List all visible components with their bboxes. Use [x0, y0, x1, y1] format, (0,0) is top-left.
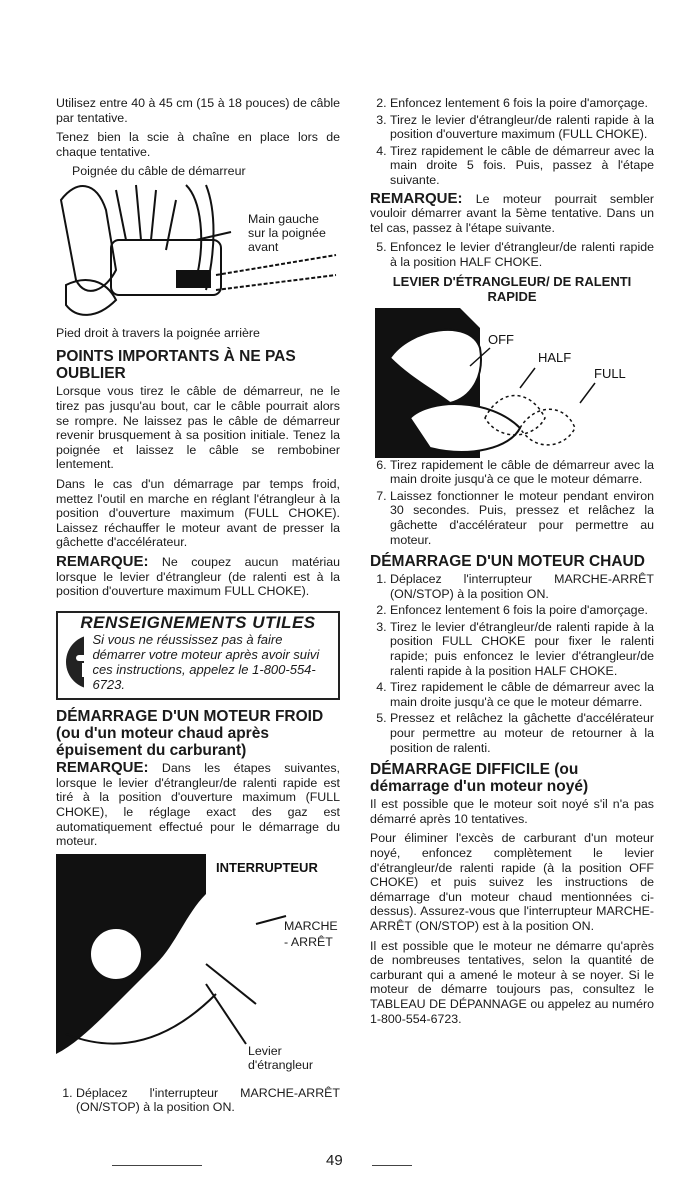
warm-start-heading: DÉMARRAGE D'UN MOTEUR CHAUD [370, 553, 645, 571]
footer-rule [372, 1165, 412, 1166]
half-label: HALF [538, 349, 572, 365]
note-text: Ne coupez aucun matériau lorsque le levier d'étrangleur (de ralenti est à la position d'ouverture maximum FULL CHOKE). [56, 554, 340, 599]
list-item: 5. Pressez et relâchez la gâchette d'accélérateur pour permettre au moteur de retourner à la position de ralenti. [390, 711, 654, 755]
list-item: 4. Tirez rapidement le câble de démarreur avec la main droite jusqu'à ce que le moteur démarre. [390, 680, 654, 709]
choke-lever-label: Levier d'étrangleur [248, 1043, 314, 1073]
list-item: 7. Laissez fonctionner le moteur pendant environ 30 secondes. Puis, pressez et relâchez la gâchette d'accélérateur pour permettre au moteur. [390, 489, 654, 547]
cold-start-heading: DÉMARRAGE D'UN MOTEUR FROID (ou d'un moteur chaud après épuisement du carburant) [56, 708, 324, 760]
choke-lever-illustration [370, 308, 654, 458]
telephone-icon [64, 633, 84, 691]
paragraph-cable-length: Utilisez entre 40 à 45 cm (15 à 18 pouces) de câble par tentative. [56, 96, 340, 125]
paragraph-flooded: Il est possible que le moteur soit noyé s'il n'a pas démarré après 10 tentatives. [370, 797, 654, 826]
cold-start-step-5 [370, 240, 654, 269]
note-label: REMARQUE: [56, 552, 149, 570]
starter-handle-label: Poignée du câble de démarreur [72, 164, 246, 179]
list-item: 3. Tirez le levier d'étrangleur/de ralenti rapide à la position d'ouverture maximum (FULL CHOKE). [390, 113, 654, 142]
chainsaw-start-illustration [56, 180, 340, 340]
starting-position-figure [56, 164, 340, 342]
cold-start-steps-continued [370, 96, 654, 188]
helpful-info-title: RENSEIGNEMENTS UTILES [80, 612, 316, 632]
note-text: Le moteur pourrait sembler vouloir démarrer avant la 5ème tentative. Dans un tel cas, passez à l'étape suivante. [370, 191, 654, 235]
list-item: 2. Enfoncez lentement 6 fois la poire d'amorçage. [390, 603, 654, 618]
note-label: REMARQUE: [370, 189, 463, 207]
paragraph-clear-fuel: Pour éliminer l'excès de carburant d'un moteur noyé, enfoncez complètement le levier d'étrangleur/de ralenti rapide (à la position OFF CHOKE) et puis suivez les instructions de démarrage d'un moteur chaud mentionnées ci-dessus). Assurez-vous que l'interrupteur MARCHE-ARRÊT (ON/STOP) est à la position ON. [370, 831, 654, 933]
paragraph-many-attempts: Il est possible que le moteur ne démarre qu'après de nombreuses tentatives, selon la quantité de carburant qui a amené le moteur à se noyer. Si le moteur de démarre toujours pas, consultez le TABLEAU DE DÉPANNAGE ou appelez au numéro 1-800-554-6723. [370, 938, 654, 1026]
important-points-heading: POINTS IMPORTANTS À NE PAS OUBLIER [56, 348, 296, 383]
choke-lever-title: LEVIER D'ÉTRANGLEUR/ DE RALENTI RAPIDE [392, 273, 632, 304]
list-item: 2. Enfoncez lentement 6 fois la poire d'amorçage. [390, 96, 654, 111]
list-item: 1. Déplacez l'interrupteur MARCHE-ARRÊT (ON/STOP) à la position ON. [390, 572, 654, 601]
cold-start-steps-final [370, 458, 654, 548]
off-label: OFF [488, 331, 514, 347]
list-item: 5. Enfoncez le levier d'étrangleur/de ralenti rapide à la position HALF CHOKE. [390, 240, 654, 269]
helpful-info-box [56, 611, 340, 701]
left-column [56, 96, 340, 1119]
right-foot-label: Pied droit à travers la poignée arrière [56, 326, 260, 341]
cold-start-steps [56, 1086, 340, 1115]
note-text: Dans les étapes suivantes, lorsque le levier d'étrangleur/de ralenti rapide est tiré à la position d'ouverture maximum (FULL CHOKE), le réglage exact des gaz est automatiquement effectué pour le démarrage du moteur. [56, 761, 340, 849]
switch-title: INTERRUPTEUR [216, 859, 318, 875]
list-item: 3. Tirez le levier d'étrangleur/de ralenti rapide à la position FULL CHOKE pour fixer le ralenti rapide; puis enfoncez le levier d'étrangleur/de ralenti rapide à la position HALF CHOKE. [390, 620, 654, 678]
paragraph-cold-start: Dans le cas d'un démarrage par temps froid, mettez l'outil en marche en réglant l'étrangleur à la position d'ouverture maximum (FULL CHOKE). Laissez réchauffer le moteur avant de presser la gâchette d'accélérateur. [56, 476, 340, 550]
list-item: 1. Déplacez l'interrupteur MARCHE-ARRÊT (ON/STOP) à la position ON. [76, 1086, 340, 1115]
list-item: 4. Tirez rapidement le câble de démarreur avec la main droite 5 fois. Puis, passez à l'étape suivante. [390, 144, 654, 188]
note-choke-setting [56, 761, 340, 849]
paragraph-hold-saw: Tenez bien la scie à chaîne en place lors de chaque tentative. [56, 130, 340, 159]
note-early-start [370, 189, 654, 236]
page-number: 49 [326, 1152, 343, 1169]
choke-lever-figure [370, 308, 654, 458]
switch-figure [56, 854, 340, 1086]
helpful-info-text: Si vous ne réussissez pas à faire démarrer votre moteur après avoir suivi ces instructions, appelez le 1-800-554-6723. [92, 632, 320, 693]
note-label: REMARQUE: [56, 759, 149, 777]
warm-start-steps [370, 572, 654, 755]
right-column [370, 96, 654, 1031]
on-off-label: MARCHE - ARRÊT [284, 918, 338, 949]
difficult-start-heading: DÉMARRAGE DIFFICILE (ou démarrage d'un moteur noyé) [370, 761, 589, 796]
list-item: 6. Tirez rapidement le câble de démarreur avec la main droite jusqu'à ce que le moteur démarre. [390, 458, 654, 487]
note-no-cutting [56, 552, 340, 599]
left-hand-label: Main gauche sur la poignée avant [248, 212, 326, 255]
footer-rule [112, 1165, 202, 1166]
paragraph-do-not-pull: Lorsque vous tirez le câble de démarreur, ne le tirez pas jusqu'au bout, car le câble pourrait alors se rompre. Ne laissez pas le câble de démarreur revenir brusquement à sa position initiale. Tenez la poignée et laissez le câble se rembobiner lentement. [56, 384, 340, 472]
full-label: FULL [594, 365, 626, 381]
